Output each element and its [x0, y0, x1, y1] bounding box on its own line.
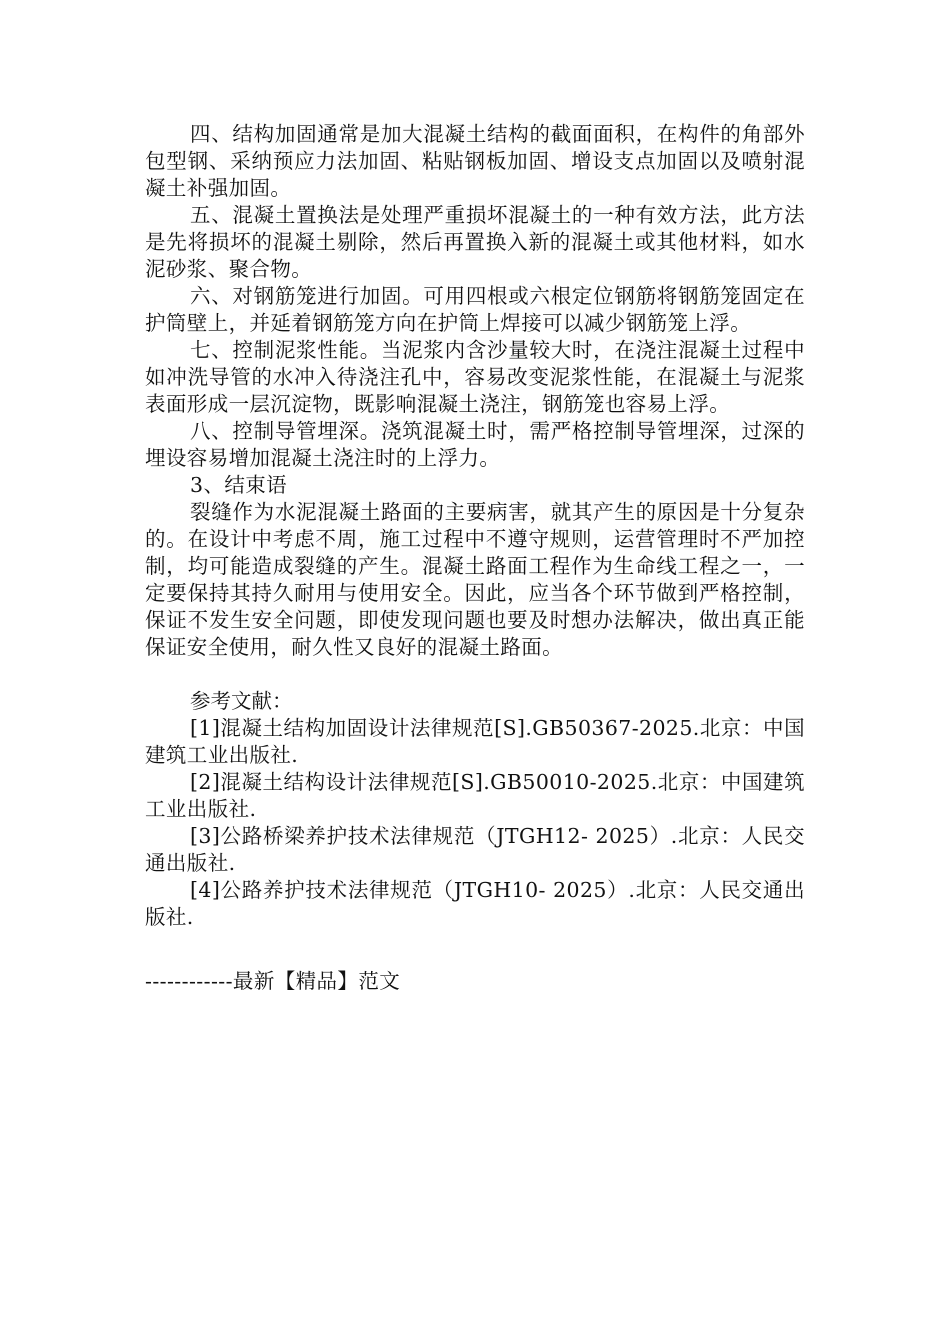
footer-text: ------------最新【精品】范文	[145, 969, 401, 993]
reference-item: [2]混凝土结构设计法律规范[S].GB50010-2025.北京：中国建筑工业出版社.	[145, 770, 805, 821]
paragraph-pipe-depth: 八、控制导管埋深。浇筑混凝土时，需严格控制导管埋深，过深的埋设容易增加混凝土浇注时的上浮力。	[145, 419, 805, 470]
paragraph-cage-fixing: 六、对钢筋笼进行加固。可用四根或六根定位钢筋将钢筋笼固定在护筒壁上，并延着钢筋笼方向在护筒上焊接可以减少钢筋笼上浮。	[145, 284, 805, 335]
paragraph-conclusion: 裂缝作为水泥混凝土路面的主要病害，就其产生的原因是十分复杂的。在设计中考虑不周，施工过程中不遵守规则，运营管理时不严加控制，均可能造成裂缝的产生。混凝土路面工程作为生命线工程之一，一定要保持其持久耐用与使用安全。因此，应当各个环节做到严格控制，保证不发生安全问题，即使发现问题也要及时想办法解决，做出真正能保证安全使用，耐久性又良好的混凝土路面。	[145, 500, 805, 659]
paragraph-replacement: 五、混凝土置换法是处理严重损坏混凝土的一种有效方法，此方法是先将损坏的混凝土剔除，然后再置换入新的混凝土或其他材料，如水泥砂浆、聚合物。	[145, 203, 805, 281]
document-body	[145, 121, 805, 931]
reference-item: [3]公路桥梁养护技术法律规范（JTGH12- 2025）.北京：人民交通出版社.	[145, 824, 805, 875]
references-title: 参考文献：	[190, 689, 293, 713]
spacer	[145, 661, 805, 688]
paragraph-reinforcement: 四、结构加固通常是加大混凝土结构的截面面积，在构件的角部外包型钢、采纳预应力法加固、粘贴钢板加固、增设支点加固以及喷射混凝土补强加固。	[145, 122, 805, 200]
reference-item: [4]公路养护技术法律规范（JTGH10- 2025）.北京：人民交通出版社.	[145, 878, 805, 929]
paragraph-mud-control: 七、控制泥浆性能。当泥浆内含沙量较大时，在浇注混凝土过程中如冲洗导管的水冲入待浇注孔中，容易改变泥浆性能，在混凝土与泥浆表面形成一层沉淀物，既影响混凝土浇注，钢筋笼也容易上浮。	[145, 338, 805, 416]
section-heading-conclusion: 3、结束语	[190, 473, 288, 497]
reference-item: [1]混凝土结构加固设计法律规范[S].GB50367-2025.北京：中国建筑工业出版社.	[145, 716, 805, 767]
